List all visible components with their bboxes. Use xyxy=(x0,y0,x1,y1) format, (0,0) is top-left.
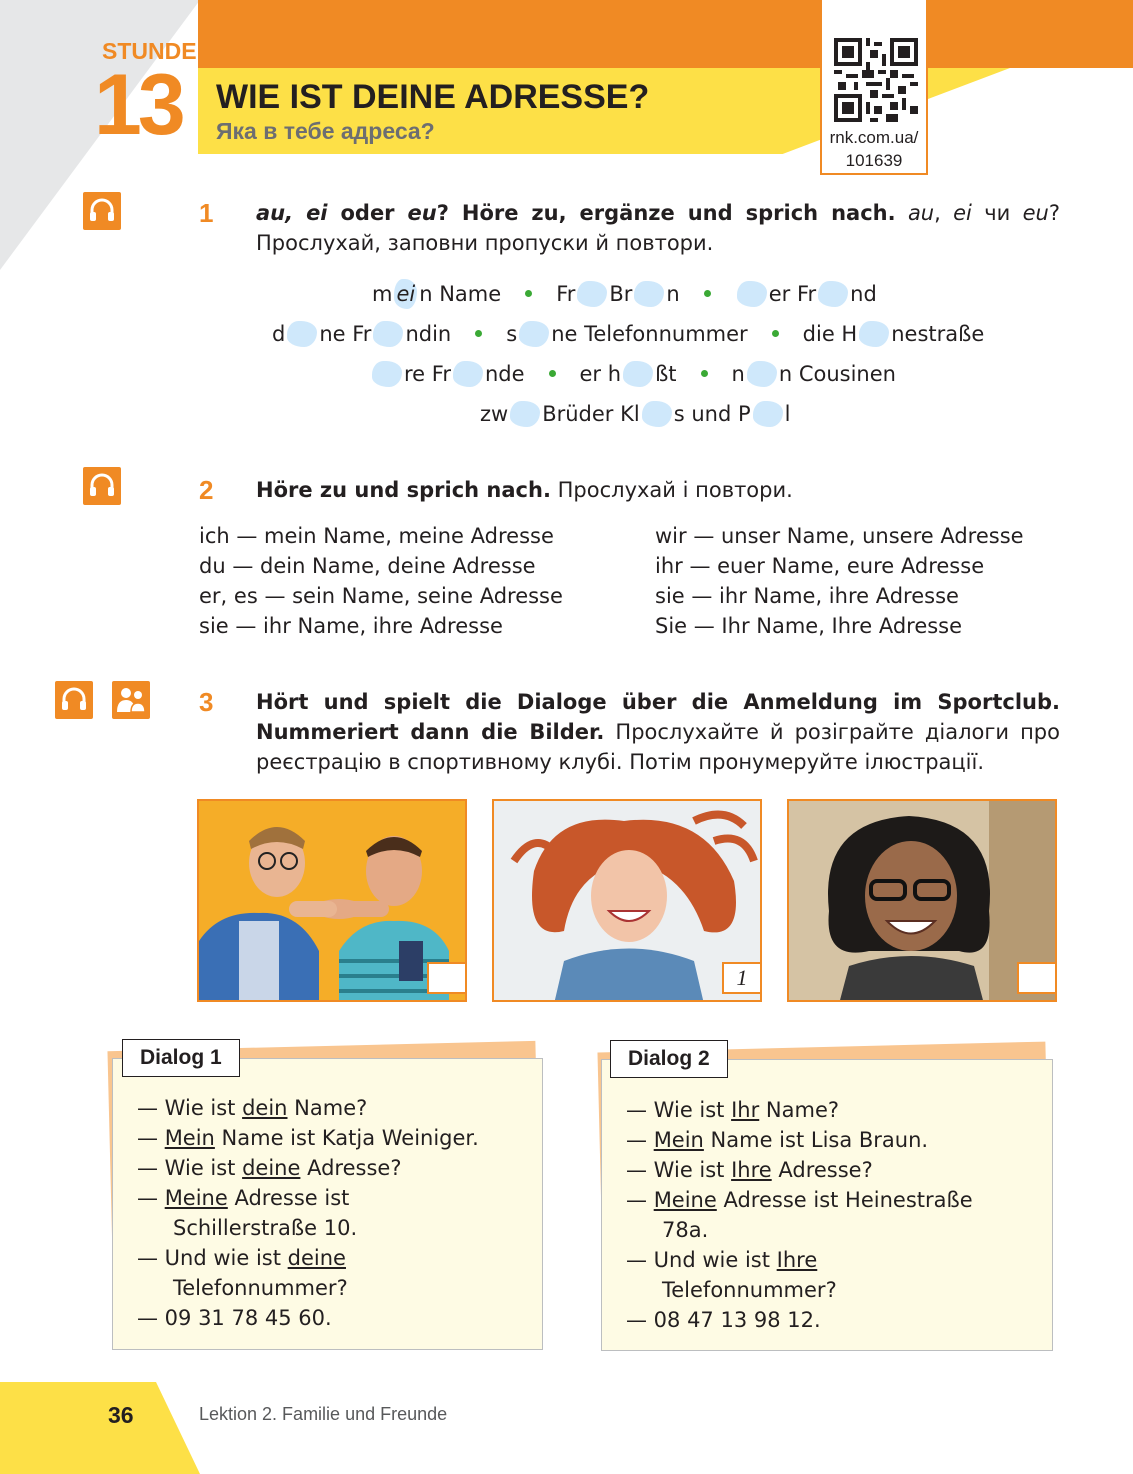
dialog-line: 78a. xyxy=(662,1218,709,1242)
gap-row-4: zw Brüder Kl s und P l xyxy=(480,402,791,426)
photo-number-box[interactable] xyxy=(1017,962,1057,994)
footer-chapter: Lektion 2. Familie und Freunde xyxy=(199,1404,448,1424)
dialog-line: Telefonnummer? xyxy=(662,1278,837,1302)
gap-blank[interactable] xyxy=(577,281,607,307)
dialog-line: — Wie ist dein Name? xyxy=(137,1096,368,1120)
dialog-line: — Mein Name ist Lisa Braun. xyxy=(626,1128,929,1152)
qr-code-icon xyxy=(834,38,918,122)
pronoun-row: ihr — euer Name, eure Adresse xyxy=(655,554,985,578)
gap-blank[interactable] xyxy=(623,361,653,387)
photo-woman-glasses xyxy=(787,799,1057,1002)
gap-example: ei xyxy=(394,279,417,309)
task-number: 1 xyxy=(199,198,214,228)
qr-code-number: 101639 xyxy=(845,151,903,170)
dialog-line: — 09 31 78 45 60. xyxy=(137,1306,332,1330)
task3-instruction: Hört und spielt die Dialoge über die Anmeldung im Sportclub. Nummeriert dann die Bilder. Прослухайте й розіграйте діалоги про реєстрацію в спортивному клубі. Потім пронумеруйте ілюстрації. xyxy=(256,690,1060,774)
task-number: 3 xyxy=(199,687,214,717)
pronoun-list-left xyxy=(199,521,563,641)
dialog-line: — Und wie ist Ihre xyxy=(626,1248,818,1272)
dialog-line: — Und wie ist deine xyxy=(137,1246,346,1270)
gap-blank[interactable] xyxy=(753,401,783,427)
qr-link[interactable]: rnk.com.ua/ xyxy=(829,128,919,147)
gap-blank[interactable] xyxy=(372,361,402,387)
dialog-line: — Meine Adresse ist Heinestraße xyxy=(626,1188,973,1212)
headphones-icon[interactable] xyxy=(83,467,121,505)
gap-row-1: m ei n Name Fr Br n er Fr nd xyxy=(372,279,877,309)
dialog1-title: Dialog 1 xyxy=(122,1039,240,1077)
header-orange-band xyxy=(198,0,1133,68)
page-title: WIE IST DEINE ADRESSE? xyxy=(216,78,650,116)
photo-red-haired-girl xyxy=(492,799,762,1002)
page-subtitle: Яка в тебе адреса? xyxy=(216,118,435,144)
task2-instruction: Höre zu und sprich nach. Прослухай і повтори. xyxy=(256,478,793,502)
photo-two-boys xyxy=(197,799,467,1002)
dialog1-card xyxy=(112,1058,543,1350)
task-number: 2 xyxy=(199,475,214,505)
pronoun-row: sie — ihr Name, ihre Adresse xyxy=(655,584,959,608)
gap-blank[interactable] xyxy=(737,281,767,307)
gap-row-3: re Fr nde er h ßt n n Cousinen xyxy=(370,359,896,389)
dialog-line: — Wie ist Ihr Name? xyxy=(626,1098,840,1122)
gap-row-2: d ne Fr ndin s ne Telefonnummer die H nestraße xyxy=(272,322,985,346)
dialog2-title: Dialog 2 xyxy=(610,1040,728,1078)
footer-yellow-band xyxy=(0,1382,200,1474)
pronoun-list-right xyxy=(655,521,1024,641)
headphones-icon[interactable] xyxy=(83,192,121,230)
pronoun-row: sie — ihr Name, ihre Adresse xyxy=(199,614,503,638)
gap-blank[interactable] xyxy=(287,321,317,347)
pronoun-row: wir — unser Name, unsere Adresse xyxy=(655,524,1024,548)
lesson-label: STUNDE xyxy=(102,38,197,64)
dialog2-lines xyxy=(626,1095,973,1335)
photo-number-box[interactable]: 1 xyxy=(722,962,762,994)
gap-blank[interactable] xyxy=(510,401,540,427)
gap-blank[interactable] xyxy=(747,361,777,387)
dialog-line: — 08 47 13 98 12. xyxy=(626,1308,821,1332)
pronoun-row: ich — mein Name, meine Adresse xyxy=(199,524,554,548)
lesson-number: 13 xyxy=(94,57,182,153)
dialog-line: Schillerstraße 10. xyxy=(173,1216,358,1240)
photo-number-box[interactable] xyxy=(427,962,467,994)
gap-blank[interactable] xyxy=(642,401,672,427)
dialog2-card xyxy=(601,1059,1053,1351)
gap-blank[interactable] xyxy=(519,321,549,347)
dialog-line: — Meine Adresse ist xyxy=(137,1186,350,1210)
gap-blank[interactable] xyxy=(373,321,403,347)
page-number: 36 xyxy=(108,1402,134,1428)
pair-work-icon[interactable] xyxy=(112,681,150,719)
headphones-icon[interactable] xyxy=(55,681,93,719)
pronoun-row: er, es — sein Name, seine Adresse xyxy=(199,584,563,608)
task1-instruction: au, ei oder eu? Höre zu, ergänze und sprich nach. au, ei чи eu? Прослухай, заповни пропуски й повтори. xyxy=(256,201,1061,255)
qr-box[interactable] xyxy=(820,0,928,175)
dialog-line: — Mein Name ist Katja Weiniger. xyxy=(137,1126,479,1150)
gap-blank[interactable] xyxy=(818,281,848,307)
gap-blank[interactable] xyxy=(634,281,664,307)
dialog-line: — Wie ist Ihre Adresse? xyxy=(626,1158,873,1182)
gap-blank[interactable] xyxy=(453,361,483,387)
gap-blank[interactable] xyxy=(859,321,889,347)
dialog1-lines xyxy=(137,1093,479,1333)
pronoun-row: du — dein Name, deine Adresse xyxy=(199,554,536,578)
dialog-line: Telefonnummer? xyxy=(173,1276,348,1300)
dialog-line: — Wie ist deine Adresse? xyxy=(137,1156,402,1180)
pronoun-row: Sie — Ihr Name, Ihre Adresse xyxy=(655,614,963,638)
